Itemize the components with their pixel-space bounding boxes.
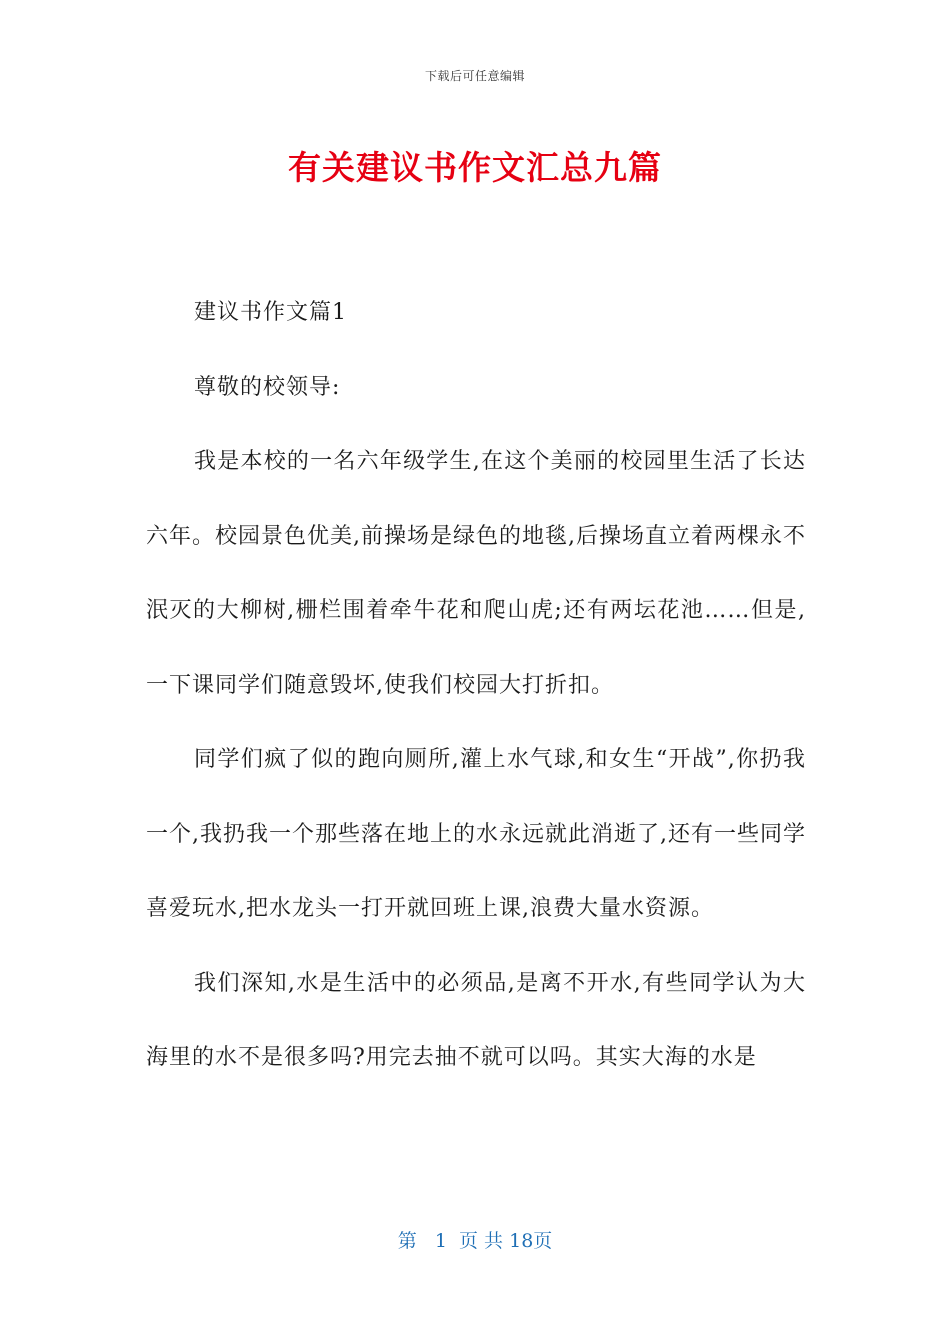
document-title: 有关建议书作文汇总九篇 — [288, 148, 662, 187]
body-paragraph: 同学们疯了似的跑向厕所,灌上水气球,和女生“开战”,你扔我一个,我扔我一个那些落在地上的水永远就此消逝了,还有一些同学喜爱玩水,把水龙头一打开就回班上课,浪费大量水资源。 — [146, 747, 806, 921]
page-label-mid: 页 共 — [459, 1230, 504, 1252]
section-heading: 建议书作文篇1 — [194, 300, 347, 325]
page-total: 18 — [509, 1230, 534, 1252]
page-number-footer — [0, 1226, 950, 1253]
body-paragraph: 我们深知,水是生活中的必须品,是离不开水,有些同学认为大海里的水不是很多吗?用完去抽不就可以吗。其实大海的水是 — [146, 970, 806, 1070]
document-body — [146, 276, 806, 1096]
page-label-suffix: 页 — [533, 1230, 553, 1252]
body-paragraph: 我是本校的一名六年级学生,在这个美丽的校园里生活了长达六年。校园景色优美,前操场是绿色的地毯,后操场直立着两棵永不泯灭的大柳树,栅栏围着牵牛花和爬山虎;还有两坛花池……但是,一下课同学们随意毁坏,使我们校园大打折扣。 — [146, 449, 806, 698]
salutation: 尊敬的校领导: — [194, 374, 341, 400]
page-label-prefix: 第 — [397, 1230, 417, 1252]
page-current: 1 — [434, 1230, 447, 1252]
header-note: 下载后可任意编辑 — [424, 69, 525, 83]
